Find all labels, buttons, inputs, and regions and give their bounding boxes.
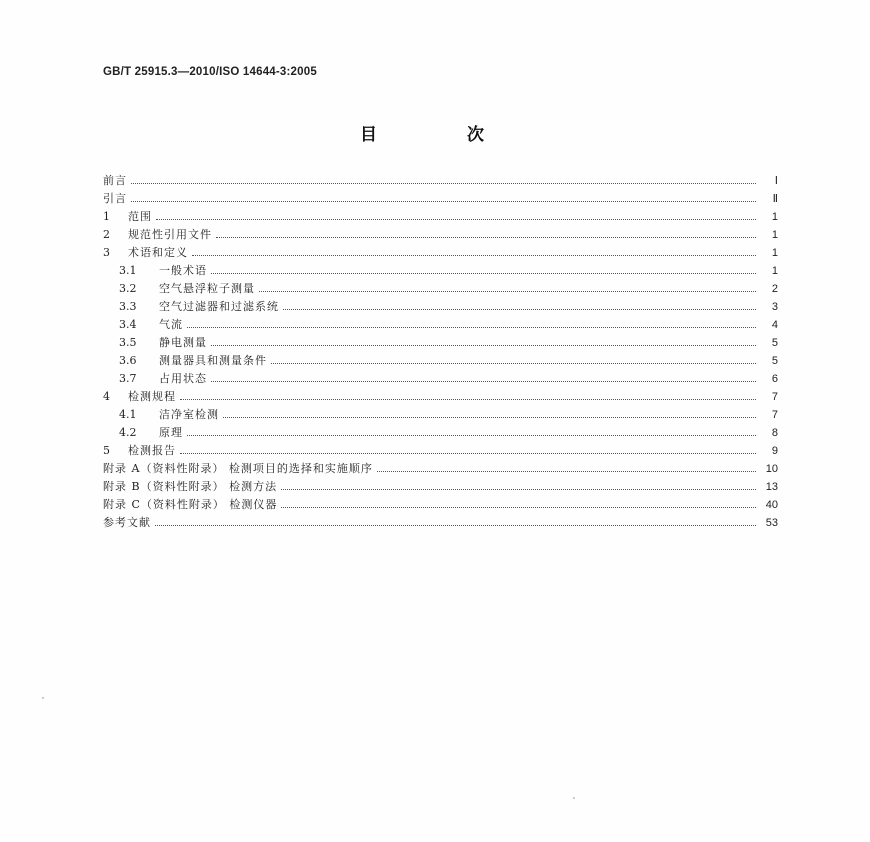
toc-dot-leader bbox=[377, 470, 756, 472]
toc-entry-label: 规范性引用文件 bbox=[128, 228, 212, 241]
toc-entry bbox=[103, 368, 778, 386]
toc-entry-label: 附录 C（资料性附录） 检测仪器 bbox=[103, 498, 278, 511]
toc-entry-page-number: 13 bbox=[765, 481, 778, 493]
toc-entry-label: 静电测量 bbox=[159, 336, 207, 349]
toc-dot-leader bbox=[283, 308, 756, 310]
toc-dot-leader bbox=[187, 434, 756, 436]
toc-entry-page-number: 1 bbox=[771, 229, 778, 241]
toc-entry-page-number: Ⅱ bbox=[772, 193, 778, 205]
toc-entry-page-number: 1 bbox=[771, 247, 778, 259]
toc-dot-leader bbox=[192, 254, 756, 256]
toc-entry bbox=[103, 350, 778, 368]
toc-entry-label: 参考文献 bbox=[103, 516, 151, 529]
toc-entry-number: 3.1 bbox=[119, 264, 137, 277]
toc-entry-label: 范围 bbox=[128, 210, 152, 223]
toc-entry-number: 3.5 bbox=[119, 336, 137, 349]
toc-dot-leader bbox=[211, 380, 756, 382]
toc-title: 目 次 bbox=[360, 125, 526, 145]
toc-entry-number: 4.2 bbox=[119, 426, 137, 439]
standard-code-header: GB/T 25915.3—2010/ISO 14644-3:2005 bbox=[103, 66, 317, 78]
toc-entry-number: 3.3 bbox=[119, 300, 137, 313]
toc-entry bbox=[103, 260, 778, 278]
toc-dot-leader bbox=[180, 452, 756, 454]
toc-entry-label: 一般术语 bbox=[159, 264, 207, 277]
toc-entry-label: 检测报告 bbox=[128, 444, 176, 457]
toc-entry bbox=[103, 332, 778, 350]
toc-entry bbox=[103, 458, 778, 476]
toc-entry-label: 空气过滤器和过滤系统 bbox=[159, 300, 279, 313]
toc-entry-page-number: 2 bbox=[771, 283, 778, 295]
toc-entry bbox=[103, 512, 778, 530]
toc-entry bbox=[103, 278, 778, 296]
toc-entry-page-number: Ⅰ bbox=[774, 175, 778, 187]
toc-dot-leader bbox=[156, 218, 756, 220]
toc-entry bbox=[103, 386, 778, 404]
toc-dot-leader bbox=[211, 272, 756, 274]
toc-dot-leader bbox=[211, 344, 756, 346]
toc-dot-leader bbox=[131, 200, 756, 202]
toc-entry bbox=[103, 476, 778, 494]
toc-entry bbox=[103, 440, 778, 458]
toc-entry-label: 测量器具和测量条件 bbox=[159, 354, 267, 367]
toc-entry-number: 3.6 bbox=[119, 354, 137, 367]
scan-speck bbox=[42, 697, 44, 699]
toc-entry-label: 空气悬浮粒子测量 bbox=[159, 282, 255, 295]
toc-entry-page-number: 8 bbox=[771, 427, 778, 439]
toc-entry-page-number: 7 bbox=[771, 409, 778, 421]
toc-entry-number: 5 bbox=[103, 444, 110, 457]
toc-entry-page-number: 5 bbox=[771, 337, 778, 349]
toc-entry-page-number: 9 bbox=[771, 445, 778, 457]
toc-entry-page-number: 3 bbox=[771, 301, 778, 313]
toc-entry bbox=[103, 188, 778, 206]
toc-dot-leader bbox=[259, 290, 756, 292]
toc-entry-page-number: 1 bbox=[771, 265, 778, 277]
toc-entry-label: 检测规程 bbox=[128, 390, 176, 403]
toc-entry bbox=[103, 242, 778, 260]
toc-entry bbox=[103, 314, 778, 332]
toc-dot-leader bbox=[216, 236, 756, 238]
toc-entry-page-number: 4 bbox=[771, 319, 778, 331]
toc-entry-label: 占用状态 bbox=[159, 372, 207, 385]
toc-dot-leader bbox=[187, 326, 756, 328]
toc-entry-number: 3.7 bbox=[119, 372, 137, 385]
toc-entry-page-number: 1 bbox=[771, 211, 778, 223]
toc-entry bbox=[103, 494, 778, 512]
toc-entry bbox=[103, 224, 778, 242]
toc-dot-leader bbox=[223, 416, 756, 418]
toc-entry bbox=[103, 404, 778, 422]
toc-entry-page-number: 6 bbox=[771, 373, 778, 385]
toc-entry bbox=[103, 422, 778, 440]
toc-entry-number: 2 bbox=[103, 228, 110, 241]
toc-entry-number: 4.1 bbox=[119, 408, 137, 421]
toc-dot-leader bbox=[271, 362, 756, 364]
toc-entry-label: 附录 A（资料性附录） 检测项目的选择和实施顺序 bbox=[103, 462, 373, 475]
toc-dot-leader bbox=[155, 524, 756, 526]
toc-entry-page-number: 5 bbox=[771, 355, 778, 367]
toc-dot-leader bbox=[281, 488, 756, 490]
toc-entry-number: 1 bbox=[103, 210, 110, 223]
toc-entry-label: 气流 bbox=[159, 318, 183, 331]
toc-entry-number: 3.2 bbox=[119, 282, 137, 295]
toc-entry-page-number: 40 bbox=[765, 499, 778, 511]
toc-entry-number: 3.4 bbox=[119, 318, 137, 331]
toc-entry-label: 附录 B（资料性附录） 检测方法 bbox=[103, 480, 278, 493]
toc-entry-number: 4 bbox=[103, 390, 110, 403]
toc-entry-label: 前言 bbox=[103, 174, 127, 187]
toc-entry-label: 术语和定义 bbox=[128, 246, 188, 259]
toc-entry-page-number: 7 bbox=[771, 391, 778, 403]
toc-entry-label: 引言 bbox=[103, 192, 127, 205]
toc-entry-number: 3 bbox=[103, 246, 110, 259]
toc-entry-page-number: 53 bbox=[765, 517, 778, 529]
toc-dot-leader bbox=[131, 182, 756, 184]
table-of-contents bbox=[103, 170, 778, 530]
toc-dot-leader bbox=[180, 398, 756, 400]
toc-dot-leader bbox=[281, 506, 756, 508]
toc-entry-label: 洁净室检测 bbox=[159, 408, 219, 421]
toc-entry-page-number: 10 bbox=[765, 463, 778, 475]
toc-entry-label: 原理 bbox=[159, 426, 183, 439]
toc-entry bbox=[103, 206, 778, 224]
toc-entry bbox=[103, 296, 778, 314]
toc-entry bbox=[103, 170, 778, 188]
scan-speck bbox=[573, 797, 575, 799]
